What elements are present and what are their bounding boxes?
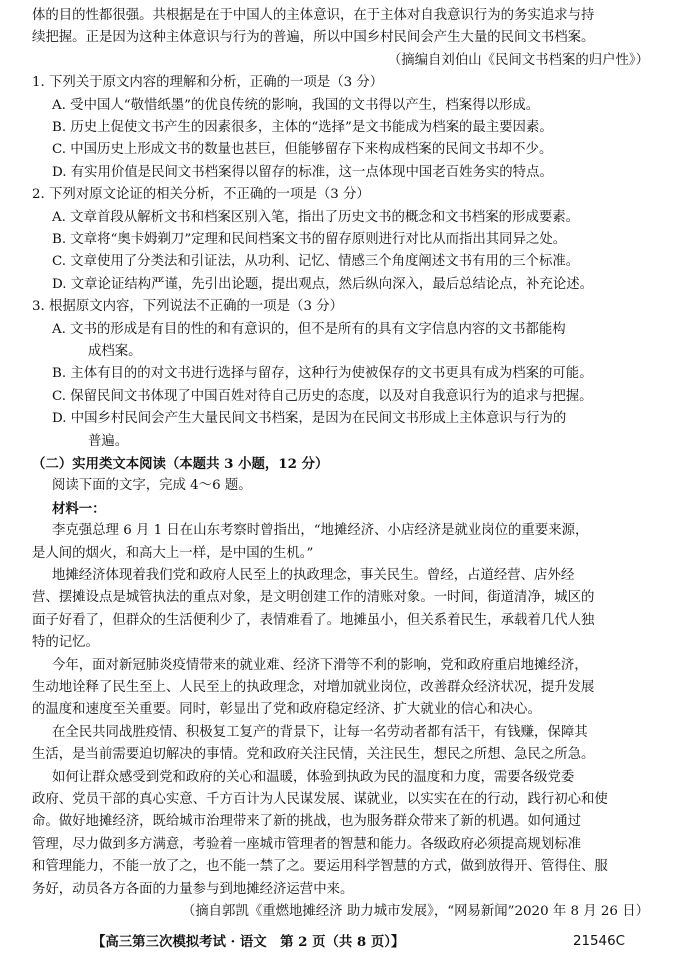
- text-line: （摘编自刘伯山《民间文书档案的归户性》）: [387, 53, 649, 68]
- text-line: 面子好看了，但群众的生活便利少了，表情难看了。地摊虽小，但关系着民生，承载着几代人独: [32, 613, 595, 628]
- footer-page-info: 【高三第三次模拟考试 · 语文 第 2 页（共 8 页）】: [92, 934, 405, 950]
- text-line: B. 主体有目的的对文书进行选择与留存，这种行为使被保存的文书更具有成为档案的可能。: [52, 366, 593, 381]
- text-line: 管理，尽力做到多方满意，考验着一座城市管理者的智慧和能力。各级政府必须提高规划标准: [32, 837, 582, 852]
- text-line: 政府、党员干部的真心实意、千方百计为人民谋发展、谋就业，以实实在在的行动，践行初心和使: [32, 792, 608, 807]
- text-line: B. 历史上促使文书产生的因素很多，主体的“选择”是文书能成为档案的最主要因素。: [52, 120, 553, 135]
- text-line: 今年，面对新冠肺炎疫情带来的就业难、经济下滑等不利的影响，党和政府重启地摊经济，: [52, 658, 588, 673]
- text-line: 生动地诠释了民生至上、人民至上的执政理念，对增加就业岗位，改善群众经济状况，提升发展: [32, 680, 595, 695]
- text-line: 李克强总理 6 月 1 日在山东考察时曾指出，“地摊经济、小店经济是就业岗位的重要来源，: [52, 523, 589, 538]
- text-line: （二）实用类文本阅读（本题共 3 小题，12 分）: [32, 456, 329, 472]
- page-footer: [0, 930, 677, 954]
- text-line: 阅读下面的文字，完成 4～6 题。: [52, 478, 252, 493]
- text-line: A. 受中国人“敬惜纸墨”的优良传统的影响，我国的文书得以产生，档案得以形成。: [52, 98, 540, 113]
- text-line: D. 中国乡村民间会产生大量民间文书档案，是因为在民间文书形成上主体意识与行为的: [52, 411, 567, 426]
- text-line: B. 文章将“奥卡姆剃刀”定理和民间档案文书的留存原则进行对比从而指出其同异之处。: [52, 232, 567, 247]
- text-line: 特的记忆。: [32, 635, 99, 650]
- text-line: 生活，是当前需要迫切解决的事情。党和政府关注民情，关注民生，想民之所想、急民之所急。: [32, 747, 595, 762]
- text-line: 1. 下列关于原文内容的理解和分析，正确的一项是（3 分）: [32, 75, 384, 90]
- text-line: 营、摆摊设点是城管执法的重点对象，是文明创建工作的清账对象。一时间，街道清净，城区的: [32, 590, 595, 605]
- text-line: 的温度和速度至关重要。同时，彰显出了党和政府稳定经济、扩大就业的信心和决心。: [32, 702, 541, 717]
- footer-exam-code: 21546C: [573, 934, 625, 949]
- text-line: 成档案。: [88, 344, 142, 359]
- text-line: A. 文书的形成是有目的性的和有意识的，但不是所有的具有文字信息内容的文书都能构: [52, 322, 566, 337]
- text-line: 命。做好地摊经济，既给城市治理带来了新的挑战，也为服务群众带来了新的机遇。如何通过: [32, 814, 582, 829]
- text-line: 材料一：: [52, 501, 106, 517]
- text-line: 地摊经济体现着我们党和政府人民至上的执政理念，事关民生。曾经，占道经营、店外经: [52, 568, 575, 583]
- text-line: 和管理能力，不能一放了之，也不能一禁了之。要运用科学智慧的方式，做到放得开、管得住、服: [32, 859, 608, 874]
- text-line: 是人间的烟火，和高大上一样，是中国的生机。”: [32, 546, 314, 561]
- text-line: 体的目的性都很强。共根据是在于中国人的主体意识，在于主体对自我意识行为的务实追求与持: [32, 8, 595, 23]
- text-line: 务好，动员各方各面的力量参与到地摊经济运营中来。: [32, 882, 354, 897]
- text-line: C. 保留民间文书体现了中国百姓对待自己历史的态度，以及对自我意识行为的追求与把握。: [52, 389, 593, 404]
- text-line: D. 有实用价值是民间文书档案得以留存的标准，这一点体现中国老百姓务实的特点。: [52, 165, 553, 180]
- text-line: D. 文章论证结构严谨，先引出论题，提出观点，然后纵向深入，最后总结论点，补充论述。: [52, 277, 594, 292]
- text-line: C. 文章使用了分类法和引证法，从功利、记忆、情感三个角度阐述文书有用的三个标准。: [52, 254, 580, 269]
- text-line: 续把握。正是因为这种主体意识与行为的普遍，所以中国乡村民间会产生大量的民间文书档案。: [32, 30, 595, 45]
- text-line: （摘自郭凯《重燃地摊经济 助力城市发展》，“网易新闻”2020 年 8 月 26 日）: [181, 904, 649, 919]
- text-line: 在全民共同战胜疫情、积极复工复产的背景下，让每一名劳动者都有活干，有钱赚，保障其: [52, 725, 588, 740]
- text-line: C. 中国历史上形成文书的数量也甚巨，但能够留存下来构成档案的民间文书却不少。: [52, 142, 553, 157]
- text-line: 2. 下列对原文论证的相关分析，不正确的一项是（3 分）: [32, 187, 370, 202]
- text-line: A. 文章首段从解析文书和档案区别入笔，指出了历史文书的概念和文书档案的形成要素。: [52, 210, 580, 225]
- text-line: 普遍。: [88, 434, 129, 449]
- text-line: 3. 根据原文内容，下列说法不正确的一项是（3 分）: [32, 299, 344, 314]
- text-line: 如何让群众感受到党和政府的关心和温暖，体验到执政为民的温度和力度，需要各级党委: [52, 770, 575, 785]
